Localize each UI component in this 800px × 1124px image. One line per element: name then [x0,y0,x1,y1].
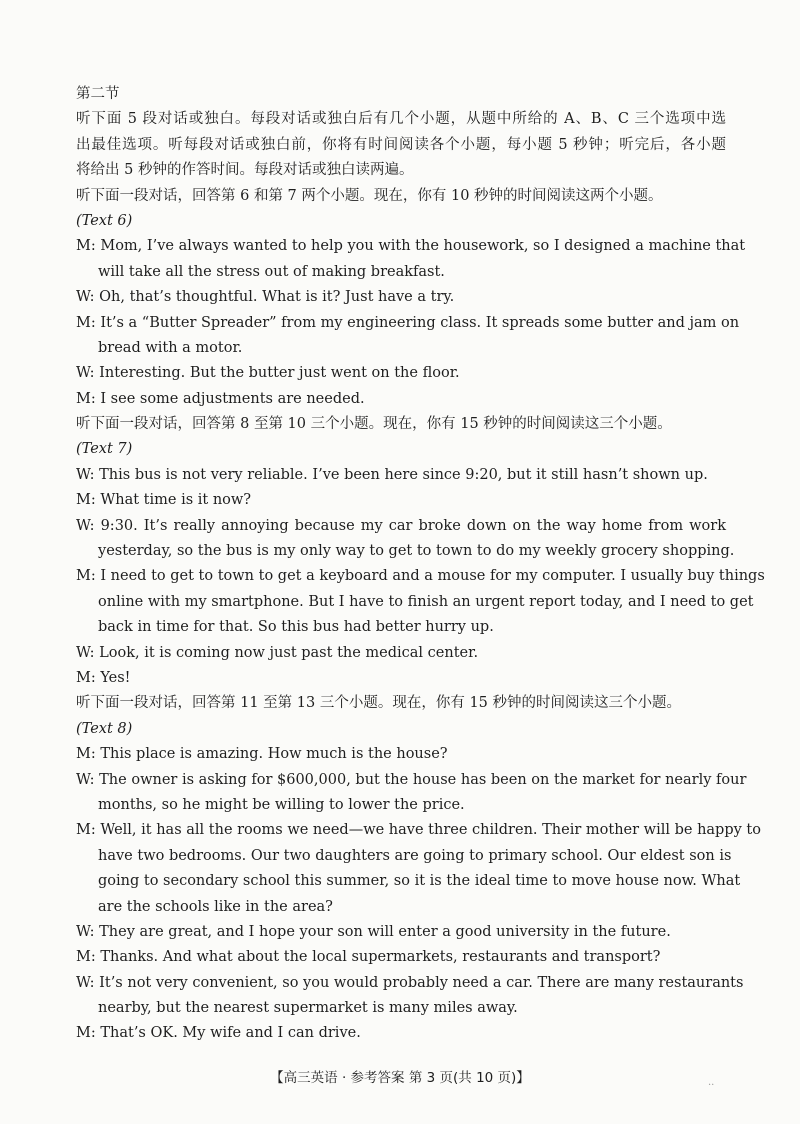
dialogue-line: online with my smartphone. But I have to finish an urgent report today, and I need to get [98,593,754,610]
text6-prompt: 听下面一段对话，回答第 6 和第 7 两个小题。现在，你有 10 秒钟的时间阅读这两个小题。 [76,187,663,204]
dialogue-line: will take all the stress out of making breakfast. [98,263,445,280]
dialogue-line: M: That’s OK. My wife and I can drive. [76,1025,361,1042]
dialogue-line: yesterday, so the bus is my only way to get to town to do my weekly grocery shopping. [98,543,735,560]
dialogue-line: going to secondary school this summer, so it is the ideal time to move house now. What [98,873,741,890]
instruction-line: 出最佳选项。听每段对话或独白前，你将有时间阅读各个小题，每小题 5 秒钟；听完后，各小题 [76,136,726,153]
dialogue-line: W: The owner is asking for $600,000, but the house has been on the market for nearly four [76,771,747,788]
dialogue-line: months, so he might be willing to lower the price. [98,796,465,813]
dialogue-line: M: Yes! [76,669,131,686]
text8-label: (Text 8) [76,720,133,737]
dialogue-line: W: Look, it is coming now just past the medical center. [76,644,479,661]
text6-label: (Text 6) [76,212,133,229]
instruction-line: 将给出 5 秒钟的作答时间。每段对话或独白读两遍。 [76,162,414,179]
page-content [76,82,765,1047]
text8-prompt: 听下面一段对话，回答第 11 至第 13 三个小题。现在，你有 15 秒钟的时间阅读这三个小题。 [76,695,682,712]
text7-label: (Text 7) [76,441,133,458]
dialogue-line: M: Thanks. And what about the local supermarkets, restaurants and transport? [76,949,661,966]
dialogue-line: W: They are great, and I hope your son will enter a good university in the future. [76,923,671,940]
dialogue-line: W: 9:30. It’s really annoying because my car broke down on the way home from work [76,517,726,534]
dialogue-line: are the schools like in the area? [98,898,333,915]
dialogue-line: M: This place is amazing. How much is the house? [76,746,448,763]
instruction-line: 听下面 5 段对话或独白。每段对话或独白后有几个小题，从题中所给的 A、B、C 三个选项中选 [76,111,726,128]
dialogue-line: W: Interesting. But the butter just went on the floor. [76,365,460,382]
dialogue-line: M: I see some adjustments are needed. [76,390,365,407]
dialogue-line: M: I need to get to town to get a keyboard and a mouse for my computer. I usually buy things [76,568,765,585]
dialogue-line: nearby, but the nearest supermarket is many miles away. [98,1000,518,1017]
text7-prompt: 听下面一段对话，回答第 8 至第 10 三个小题。现在，你有 15 秒钟的时间阅读这三个小题。 [76,416,672,433]
dialogue-line: W: It’s not very convenient, so you would probably need a car. There are many restaurants [76,974,744,991]
page-footer: 【高三英语 · 参考答案 第 3 页(共 10 页)】 [270,1070,530,1086]
section-heading: 第二节 [76,86,120,102]
dialogue-line: M: Mom, I’ve always wanted to help you with the housework, so I designed a machine that [76,238,746,255]
dialogue-line: bread with a motor. [98,339,243,356]
dialogue-line: back in time for that. So this bus had better hurry up. [98,619,494,636]
dialogue-line: M: It’s a “Butter Spreader” from my engineering class. It spreads some butter and jam on [76,314,740,331]
dialogue-line: M: Well, it has all the rooms we need—we have three children. Their mother will be happy to [76,822,761,839]
dialogue-line: have two bedrooms. Our two daughters are going to primary school. Our eldest son is [98,847,732,864]
page-mark: .. [708,1077,715,1088]
dialogue-line: M: What time is it now? [76,492,252,509]
dialogue-line: W: Oh, that’s thoughtful. What is it? Just have a try. [76,289,455,306]
dialogue-line: W: This bus is not very reliable. I’ve been here since 9:20, but it still hasn’t shown up. [76,466,708,483]
